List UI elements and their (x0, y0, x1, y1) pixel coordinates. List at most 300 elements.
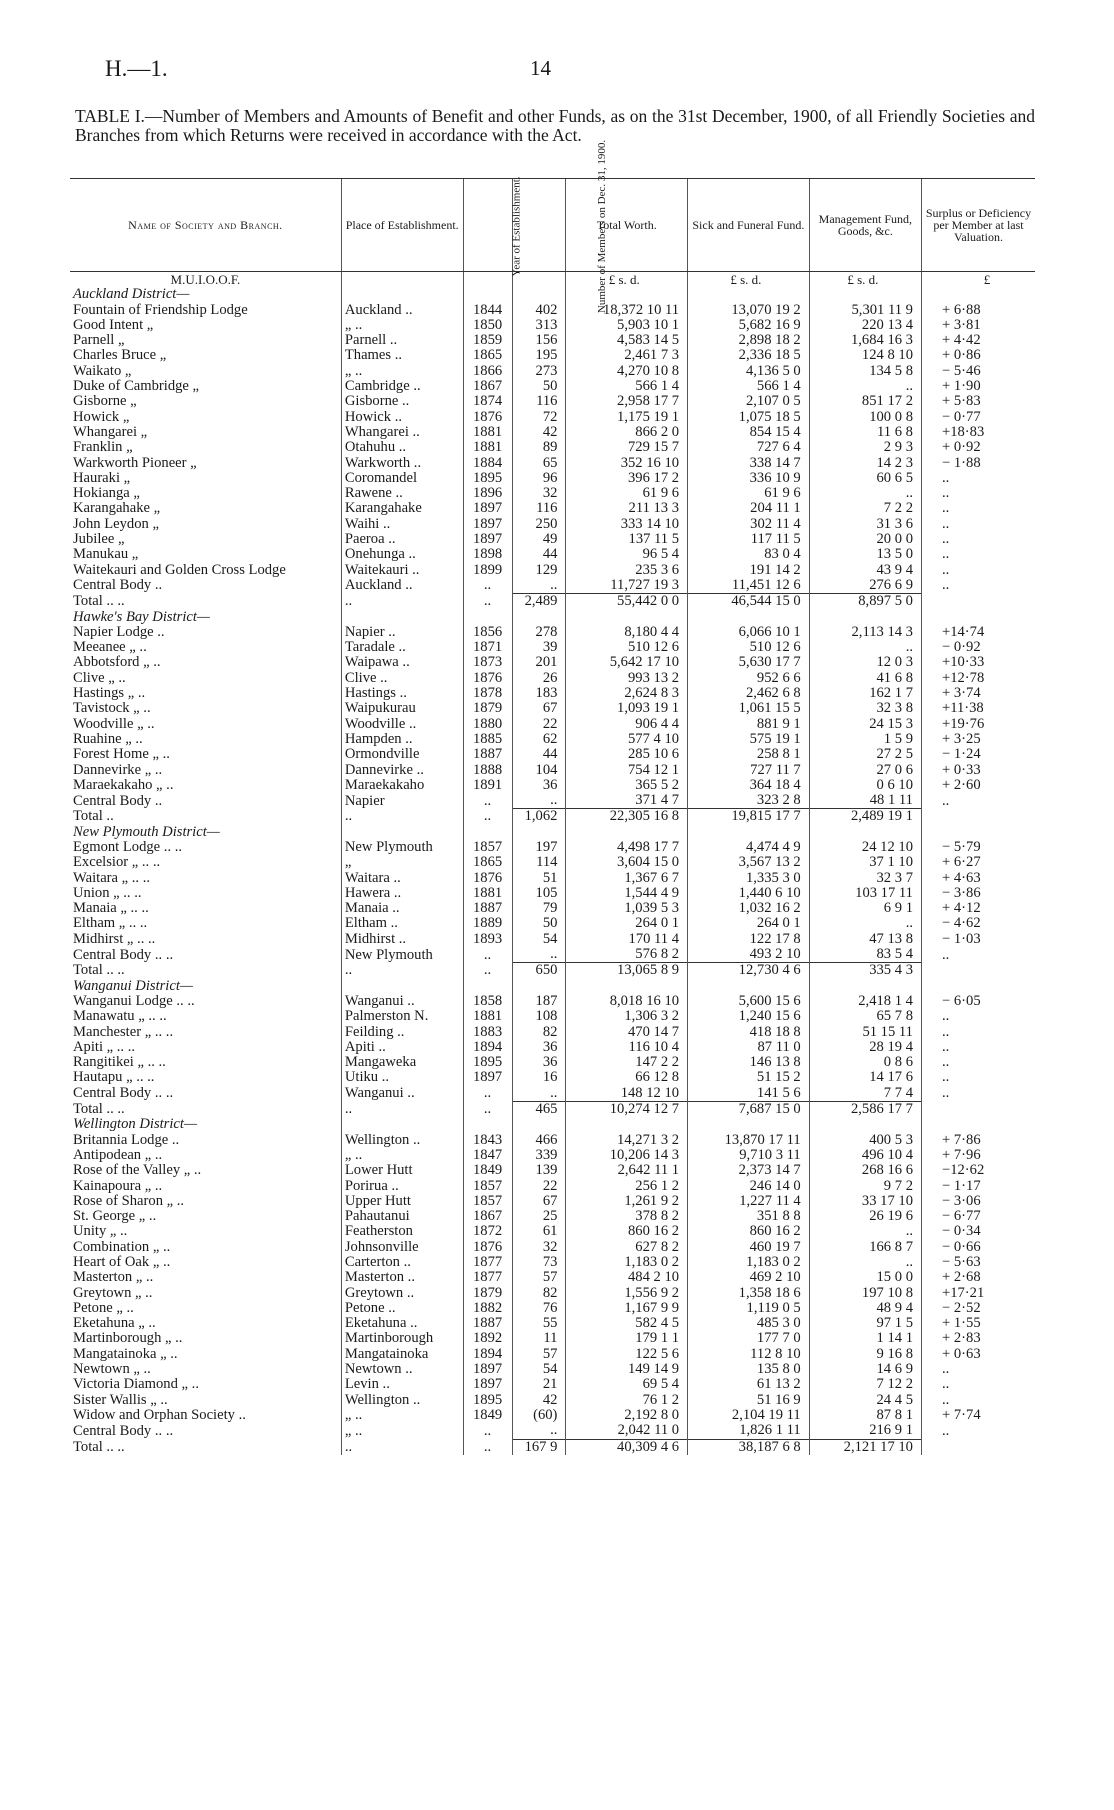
year-cell: 1895 (463, 471, 512, 486)
surplus-cell: − 3·86 (921, 886, 1035, 901)
year-cell: 1876 (463, 871, 512, 886)
mgmt-cell: 27 2 5 (809, 747, 921, 762)
members-cell: 36 (512, 778, 566, 793)
mgmt-cell: 2,489 19 1 (809, 809, 921, 825)
name-cell: Total .. .. (73, 1101, 125, 1118)
worth-cell: 4,583 14 5 (566, 333, 688, 348)
year-cell: .. (463, 1439, 512, 1455)
surplus-cell: + 7·86 (921, 1133, 1035, 1148)
sick-cell: 881 9 1 (688, 717, 810, 732)
members-cell: 650 (512, 963, 566, 979)
year-cell (463, 287, 512, 302)
place-cell: Midhirst .. (341, 932, 463, 947)
members-cell: 156 (512, 333, 566, 348)
members-cell: 44 (512, 547, 566, 562)
table-row (70, 1133, 1035, 1148)
worth-cell: 729 15 7 (566, 440, 688, 455)
table-row (70, 886, 1035, 901)
surplus-cell: + 4·42 (921, 333, 1035, 348)
members-cell: 108 (512, 1009, 566, 1024)
sick-cell: 1,826 1 11 (688, 1423, 810, 1439)
mgmt-cell: 26 19 6 (809, 1209, 921, 1224)
members-cell: 250 (512, 517, 566, 532)
place-cell: Napier .. (341, 625, 463, 640)
members-cell: 339 (512, 1148, 566, 1163)
name-cell: Kainapoura „ .. (73, 1177, 163, 1194)
sick-cell: 13,870 17 11 (688, 1133, 810, 1148)
place-cell: Wanganui .. (341, 994, 463, 1009)
table-row (70, 1331, 1035, 1346)
name-cell: Abbotsford „ .. (73, 654, 161, 671)
table-row (70, 1025, 1035, 1040)
sick-cell: 1,061 15 5 (688, 701, 810, 716)
sick-cell (688, 825, 810, 840)
mgmt-cell (809, 825, 921, 840)
name-cell: Hawke's Bay District— (73, 608, 210, 625)
table-row (70, 994, 1035, 1009)
surplus-cell: − 1·88 (921, 456, 1035, 471)
name-cell: Antipodean „ .. (73, 1146, 163, 1163)
worth-cell: 754 12 1 (566, 763, 688, 778)
name-cell: Newtown „ .. (73, 1361, 151, 1378)
table-row (70, 701, 1035, 716)
name-cell: Tavistock „ .. (73, 700, 151, 717)
table-row (70, 379, 1035, 394)
place-cell: Greytown .. (341, 1286, 463, 1301)
worth-cell: 2,624 8 3 (566, 686, 688, 701)
surplus-cell: .. (921, 547, 1035, 562)
mgmt-cell: 100 0 8 (809, 410, 921, 425)
worth-cell: 627 8 2 (566, 1240, 688, 1255)
place-cell: Utiku .. (341, 1070, 463, 1085)
name-cell: Forest Home „ .. (73, 746, 170, 763)
sick-cell: 1,440 6 10 (688, 886, 810, 901)
surplus-cell: .. (921, 1086, 1035, 1102)
table-row (70, 456, 1035, 471)
sick-cell: 338 14 7 (688, 456, 810, 471)
table-row (70, 1040, 1035, 1055)
name-cell: Waitara „ .. .. (73, 869, 151, 886)
table-row (70, 1439, 1035, 1455)
members-cell: 61 (512, 1224, 566, 1239)
sick-cell: 3,567 13 2 (688, 855, 810, 870)
table-row (70, 1316, 1035, 1331)
name-cell: Central Body .. .. (73, 1085, 174, 1102)
name-cell: Total .. .. (73, 1438, 125, 1455)
table-body (70, 272, 1035, 1455)
place-cell: Gisborne .. (341, 394, 463, 409)
surplus-cell: .. (921, 532, 1035, 547)
members-cell: 54 (512, 932, 566, 947)
worth-cell: 147 2 2 (566, 1055, 688, 1070)
table-row (70, 1086, 1035, 1102)
table-row (70, 655, 1035, 670)
mgmt-cell: 7 12 2 (809, 1377, 921, 1392)
members-cell: 50 (512, 916, 566, 931)
surplus-cell: + 6·88 (921, 303, 1035, 318)
members-cell: 466 (512, 1133, 566, 1148)
table-row (70, 671, 1035, 686)
name-cell: Britannia Lodge .. (73, 1131, 180, 1148)
surplus-cell: .. (921, 517, 1035, 532)
sick-cell: 336 10 9 (688, 471, 810, 486)
name-cell: Charles Bruce „ (73, 347, 167, 364)
mgmt-cell: 276 6 9 (809, 578, 921, 594)
col-header-sick: Sick and Funeral Fund. (688, 179, 810, 272)
sick-cell: 46,544 15 0 (688, 594, 810, 610)
page-number: 14 (530, 56, 551, 80)
place-cell: Hawera .. (341, 886, 463, 901)
worth-cell: 61 9 6 (566, 486, 688, 501)
worth-cell (566, 610, 688, 625)
mgmt-cell: 65 7 8 (809, 1009, 921, 1024)
name-cell: Greytown „ .. (73, 1284, 153, 1301)
members-cell: 139 (512, 1163, 566, 1178)
members-cell: 36 (512, 1055, 566, 1070)
place-cell: Whangarei .. (341, 425, 463, 440)
sick-cell: 7,687 15 0 (688, 1102, 810, 1118)
mgmt-cell: 851 17 2 (809, 394, 921, 409)
surplus-cell: + 3·81 (921, 318, 1035, 333)
table-row (70, 793, 1035, 809)
mgmt-cell: 14 6 9 (809, 1362, 921, 1377)
year-cell: 1895 (463, 1393, 512, 1408)
worth-cell: 264 0 1 (566, 916, 688, 931)
year-cell: 1887 (463, 747, 512, 762)
name-cell: Dannevirke „ .. (73, 761, 163, 778)
surplus-cell: + 2·68 (921, 1270, 1035, 1285)
table-row (70, 1301, 1035, 1316)
mgmt-cell: 124 8 10 (809, 348, 921, 363)
year-cell: 1887 (463, 901, 512, 916)
sick-cell: 5,682 16 9 (688, 318, 810, 333)
table-row (70, 410, 1035, 425)
sick-cell: 6,066 10 1 (688, 625, 810, 640)
name-cell: Masterton „ .. (73, 1269, 154, 1286)
mgmt-cell: 37 1 10 (809, 855, 921, 870)
members-cell: 89 (512, 440, 566, 455)
place-cell: Wanganui .. (341, 1086, 463, 1102)
surplus-cell: +18·83 (921, 425, 1035, 440)
worth-cell: 993 13 2 (566, 671, 688, 686)
mgmt-cell: 2 9 3 (809, 440, 921, 455)
name-cell: Egmont Lodge .. .. (73, 838, 183, 855)
table-row (70, 1377, 1035, 1392)
surplus-cell: +19·76 (921, 717, 1035, 732)
mgmt-cell: .. (809, 916, 921, 931)
table-row (70, 610, 1035, 625)
mgmt-cell: 60 6 5 (809, 471, 921, 486)
members-cell: 129 (512, 563, 566, 578)
name-cell: Maraekakaho „ .. (73, 776, 174, 793)
worth-cell: 396 17 2 (566, 471, 688, 486)
table-row (70, 547, 1035, 562)
surplus-cell: + 1·90 (921, 379, 1035, 394)
place-cell: „ .. (341, 1148, 463, 1163)
year-cell: 1857 (463, 1194, 512, 1209)
worth-cell: 3,604 15 0 (566, 855, 688, 870)
sick-cell: 727 11 7 (688, 763, 810, 778)
year-cell: .. (463, 1423, 512, 1439)
worth-cell (566, 979, 688, 994)
mgmt-cell: 87 8 1 (809, 1408, 921, 1423)
place-cell: Mangaweka (341, 1055, 463, 1070)
mgmt-cell: 28 19 4 (809, 1040, 921, 1055)
place-cell: Taradale .. (341, 640, 463, 655)
members-cell (512, 825, 566, 840)
worth-cell: 1,261 9 2 (566, 1194, 688, 1209)
table-row (70, 871, 1035, 886)
surplus-cell: − 6·77 (921, 1209, 1035, 1224)
members-cell: 313 (512, 318, 566, 333)
year-cell: 1866 (463, 364, 512, 379)
table-row (70, 840, 1035, 855)
sick-cell: 135 8 0 (688, 1362, 810, 1377)
sick-cell: 469 2 10 (688, 1270, 810, 1285)
place-cell: Palmerston N. (341, 1009, 463, 1024)
worth-cell: 352 16 10 (566, 456, 688, 471)
table-row (70, 364, 1035, 379)
name-cell: Warkworth Pioneer „ (73, 454, 197, 471)
place-cell: Warkworth .. (341, 456, 463, 471)
worth-cell: 2,192 8 0 (566, 1408, 688, 1423)
name-cell: Eketahuna „ .. (73, 1315, 156, 1332)
place-cell (341, 272, 463, 288)
place-cell: Newtown .. (341, 1362, 463, 1377)
sick-cell: 1,335 3 0 (688, 871, 810, 886)
surplus-cell: +12·78 (921, 671, 1035, 686)
mgmt-cell: 20 0 0 (809, 532, 921, 547)
mgmt-cell: 9 16 8 (809, 1347, 921, 1362)
table-row (70, 717, 1035, 732)
place-cell (341, 287, 463, 302)
mgmt-cell: .. (809, 1224, 921, 1239)
members-cell: 51 (512, 871, 566, 886)
place-cell: Maraekakaho (341, 778, 463, 793)
surplus-cell: −12·62 (921, 1163, 1035, 1178)
members-cell: 82 (512, 1025, 566, 1040)
sick-cell: 485 3 0 (688, 1316, 810, 1331)
sick-cell: 2,336 18 5 (688, 348, 810, 363)
members-cell: 22 (512, 717, 566, 732)
table-row (70, 1179, 1035, 1194)
table-row (70, 1240, 1035, 1255)
worth-cell: 22,305 16 8 (566, 809, 688, 825)
surplus-cell (921, 1117, 1035, 1132)
table-row (70, 1347, 1035, 1362)
place-cell: Featherston (341, 1224, 463, 1239)
name-cell: Central Body .. .. (73, 1422, 174, 1439)
worth-cell: 2,461 7 3 (566, 348, 688, 363)
mgmt-cell: 11 6 8 (809, 425, 921, 440)
mgmt-cell: .. (809, 1255, 921, 1270)
surplus-cell: + 0·92 (921, 440, 1035, 455)
worth-cell: 470 14 7 (566, 1025, 688, 1040)
year-cell: 1881 (463, 1009, 512, 1024)
worth-cell: 5,903 10 1 (566, 318, 688, 333)
members-cell: 1,062 (512, 809, 566, 825)
worth-cell: 179 1 1 (566, 1331, 688, 1346)
worth-cell: 76 1 2 (566, 1393, 688, 1408)
surplus-cell: − 5·46 (921, 364, 1035, 379)
sick-cell: 510 12 6 (688, 640, 810, 655)
place-cell: Coromandel (341, 471, 463, 486)
worth-cell: 1,544 4 9 (566, 886, 688, 901)
surplus-cell: + 7·74 (921, 1408, 1035, 1423)
sick-cell: 191 14 2 (688, 563, 810, 578)
sick-cell: 860 16 2 (688, 1224, 810, 1239)
mgmt-cell: 12 0 3 (809, 655, 921, 670)
worth-cell: 18,372 10 11 (566, 303, 688, 318)
place-cell: Feilding .. (341, 1025, 463, 1040)
sick-cell: 493 2 10 (688, 947, 810, 963)
worth-cell: 55,442 0 0 (566, 594, 688, 610)
surplus-cell: .. (921, 1362, 1035, 1377)
name-cell: Rose of the Valley „ .. (73, 1162, 202, 1179)
name-cell: Wellington District— (73, 1116, 197, 1133)
worth-cell: 66 12 8 (566, 1070, 688, 1085)
place-cell: .. (341, 809, 463, 825)
mgmt-cell: 48 9 4 (809, 1301, 921, 1316)
table-row (70, 517, 1035, 532)
sick-cell: 19,815 17 7 (688, 809, 810, 825)
mgmt-cell: 24 15 3 (809, 717, 921, 732)
year-cell: 1876 (463, 410, 512, 425)
place-cell: Waipukurau (341, 701, 463, 716)
place-cell: Clive .. (341, 671, 463, 686)
table-row (70, 333, 1035, 348)
table-title: TABLE I.—Number of Members and Amounts of Benefit and other Funds, as on the 31st December, 1900, of all Friendly Societies and Branches from which Returns were received in accordance with the Act. (75, 106, 1035, 145)
members-cell: .. (512, 793, 566, 809)
year-cell: 1897 (463, 517, 512, 532)
name-cell: Fountain of Friendship Lodge (73, 301, 248, 318)
members-cell: 2,489 (512, 594, 566, 610)
surplus-cell (921, 1439, 1035, 1455)
col-header-year-text: Year of Establishment. (510, 175, 523, 277)
name-cell: Eltham „ .. .. (73, 915, 148, 932)
name-cell: Jubilee „ (73, 531, 125, 548)
members-cell (512, 979, 566, 994)
name-cell: Excelsior „ .. .. (73, 854, 161, 871)
worth-cell: 13,065 8 9 (566, 963, 688, 979)
worth-cell: 510 12 6 (566, 640, 688, 655)
mgmt-cell: .. (809, 379, 921, 394)
table-row (70, 1270, 1035, 1285)
year-cell (463, 979, 512, 994)
worth-cell: 4,270 10 8 (566, 364, 688, 379)
surplus-cell: − 1·03 (921, 932, 1035, 947)
mgmt-cell: 2,121 17 10 (809, 1439, 921, 1455)
worth-cell: 149 14 9 (566, 1362, 688, 1377)
year-cell: 1877 (463, 1270, 512, 1285)
sick-cell: 4,136 5 0 (688, 364, 810, 379)
year-cell (463, 1117, 512, 1132)
members-cell: 201 (512, 655, 566, 670)
mgmt-cell: .. (809, 486, 921, 501)
place-cell: Hampden .. (341, 732, 463, 747)
document-code: H.—1. (105, 56, 168, 81)
mgmt-cell: 97 1 5 (809, 1316, 921, 1331)
name-cell: Apiti „ .. .. (73, 1038, 136, 1055)
worth-cell: 1,039 5 3 (566, 901, 688, 916)
place-cell: Paeroa .. (341, 532, 463, 547)
place-cell: Thames .. (341, 348, 463, 363)
place-cell: Waitara .. (341, 871, 463, 886)
members-cell: 32 (512, 486, 566, 501)
members-cell: 278 (512, 625, 566, 640)
worth-cell: 1,556 9 2 (566, 1286, 688, 1301)
members-cell (512, 287, 566, 302)
worth-cell: 256 1 2 (566, 1179, 688, 1194)
name-cell: St. George „ .. (73, 1208, 157, 1225)
sick-cell: 566 1 4 (688, 379, 810, 394)
mgmt-cell: 103 17 11 (809, 886, 921, 901)
surplus-cell: + 0·33 (921, 763, 1035, 778)
sick-cell: 51 16 9 (688, 1393, 810, 1408)
members-cell: 465 (512, 1102, 566, 1118)
members-cell: .. (512, 947, 566, 963)
mgmt-cell: 216 9 1 (809, 1423, 921, 1439)
worth-cell: 116 10 4 (566, 1040, 688, 1055)
name-cell: Mangatainoka „ .. (73, 1345, 178, 1362)
worth-cell: 378 8 2 (566, 1209, 688, 1224)
place-cell: .. (341, 594, 463, 610)
year-cell: 1849 (463, 1163, 512, 1178)
surplus-cell: .. (921, 1070, 1035, 1085)
members-cell (512, 1117, 566, 1132)
name-cell: Victoria Diamond „ .. (73, 1376, 199, 1393)
place-cell: Johnsonville (341, 1240, 463, 1255)
worth-cell: 96 5 4 (566, 547, 688, 562)
place-cell: Upper Hutt (341, 1194, 463, 1209)
worth-cell: £ s. d. (566, 272, 688, 288)
place-cell: „ .. (341, 364, 463, 379)
members-cell: .. (512, 1086, 566, 1102)
place-cell: Manaia .. (341, 901, 463, 916)
sick-cell: 146 13 8 (688, 1055, 810, 1070)
sick-cell: 460 19 7 (688, 1240, 810, 1255)
members-cell: 11 (512, 1331, 566, 1346)
surplus-cell: + 0·63 (921, 1347, 1035, 1362)
sick-cell: 117 11 5 (688, 532, 810, 547)
surplus-cell: − 0·77 (921, 410, 1035, 425)
surplus-cell: + 4·63 (921, 871, 1035, 886)
year-cell: 1878 (463, 686, 512, 701)
year-cell: 1892 (463, 1331, 512, 1346)
place-cell: Dannevirke .. (341, 763, 463, 778)
members-cell: 36 (512, 1040, 566, 1055)
worth-cell: 235 3 6 (566, 563, 688, 578)
surplus-cell: .. (921, 563, 1035, 578)
table-row (70, 916, 1035, 931)
sick-cell: 61 13 2 (688, 1377, 810, 1392)
mgmt-cell: 335 4 3 (809, 963, 921, 979)
mgmt-cell: 27 0 6 (809, 763, 921, 778)
table-row (70, 348, 1035, 363)
sick-cell: 323 2 8 (688, 793, 810, 809)
mgmt-cell (809, 287, 921, 302)
table-row (70, 932, 1035, 947)
mgmt-cell: 8,897 5 0 (809, 594, 921, 610)
worth-cell: 1,306 3 2 (566, 1009, 688, 1024)
worth-cell: 866 2 0 (566, 425, 688, 440)
year-cell: 1894 (463, 1347, 512, 1362)
year-cell: 1894 (463, 1040, 512, 1055)
name-cell: Good Intent „ (73, 316, 154, 333)
sick-cell: 2,107 0 5 (688, 394, 810, 409)
table-row (70, 1009, 1035, 1024)
name-cell: M.U.I.O.O.F. (170, 272, 241, 287)
